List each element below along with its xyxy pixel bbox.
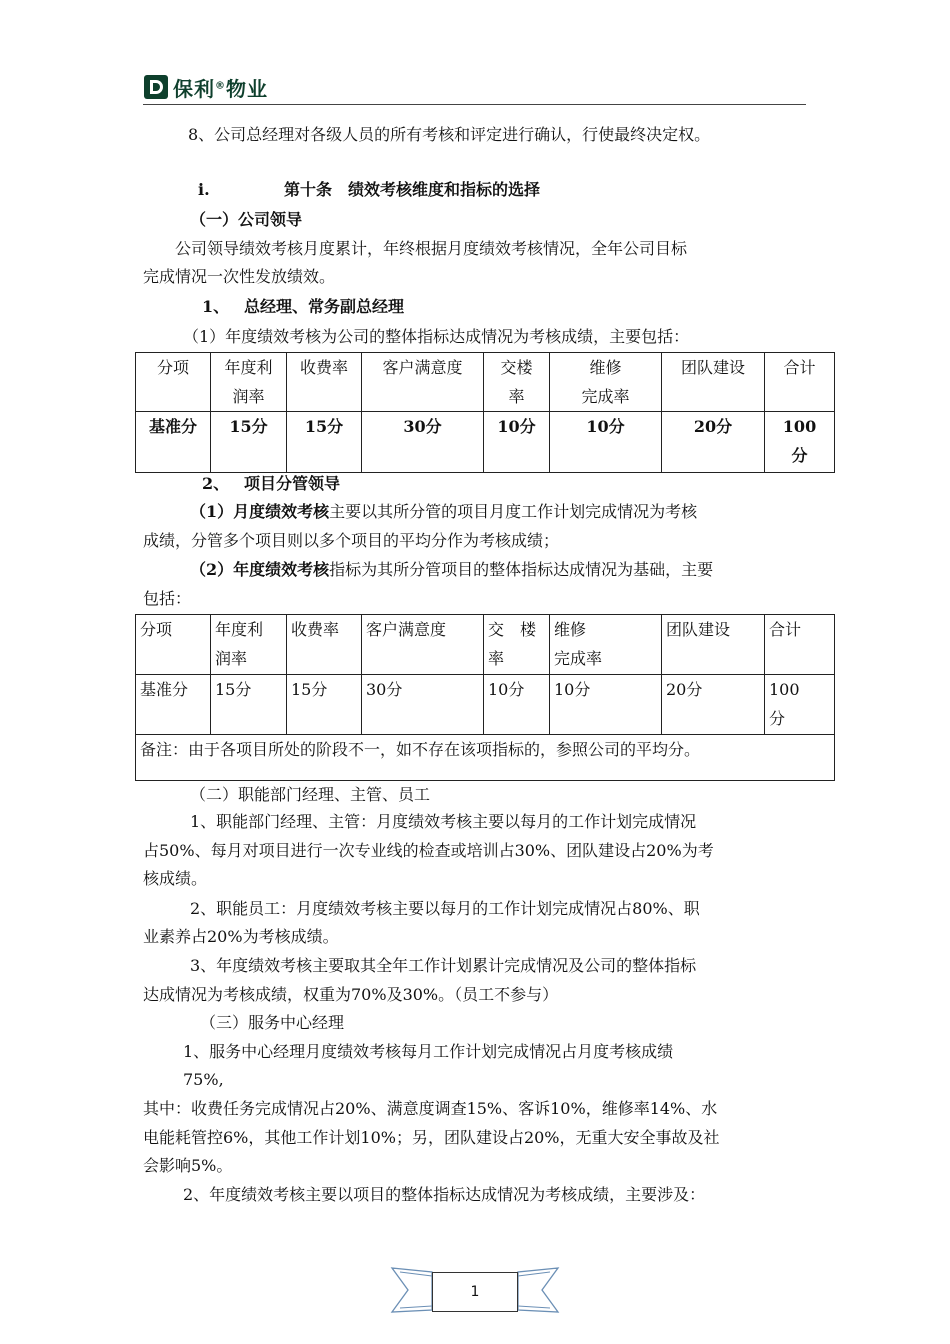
company-logo <box>143 70 268 104</box>
table-cell: 100 分 <box>765 412 835 473</box>
monthly-assessment-line-2: 成绩，分管多个项目则以多个项目的平均分作为考核成绩； <box>143 531 560 550</box>
table-cell: 年度利 润率 <box>211 615 287 675</box>
table-cell: 30分 <box>362 675 484 735</box>
table-cell: 10分 <box>484 675 550 735</box>
subsection-department: （二）职能部门经理、主管、员工 <box>190 785 431 804</box>
monthly-assessment-line-1: （1）月度绩效考核主要以其所分管的项目月度工作计划完成情况为考核 <box>190 502 698 521</box>
service-item-1-line-2: 75%, <box>183 1070 224 1089</box>
table-cell: 15分 <box>287 675 362 735</box>
score-table-project-leader <box>135 614 835 781</box>
table-cell: 收费率 <box>287 353 362 412</box>
page-footer <box>390 1262 560 1318</box>
table-row <box>136 412 835 473</box>
paragraph-8: 8、公司总经理对各级人员的所有考核和评定进行确认，行使最终决定权。 <box>188 125 711 144</box>
service-item-1-line-1: 1、服务中心经理月度绩效考核每月工作计划完成情况占月度考核成绩 <box>183 1042 674 1061</box>
dept-item-2-line-1: 2、职能员工：月度绩效考核主要以每月的工作计划完成情况占80%、职 <box>190 899 700 918</box>
table-cell: 维修 完成率 <box>550 615 662 675</box>
table-cell: 交 楼 率 <box>484 615 550 675</box>
service-item-1-line-5: 会影响5%。 <box>143 1156 233 1175</box>
table-cell: 年度利 润率 <box>211 353 287 412</box>
table-cell: 15分 <box>287 412 362 473</box>
dept-item-1-line-2: 占50%、每月对项目进行一次专业线的检查或培训占30%、团队建设占20%为考 <box>143 841 714 860</box>
table-cell: 20分 <box>662 675 765 735</box>
leaders-paragraph-line-1: 公司领导绩效考核月度累计，年终根据月度绩效考核情况，全年公司目标 <box>175 239 688 258</box>
table-note-row <box>136 735 835 781</box>
table-cell: 分项 <box>136 615 211 675</box>
table-cell: 基准分 <box>136 412 211 473</box>
table-cell: 基准分 <box>136 675 211 735</box>
heading-2-title: 项目分管领导 <box>244 474 341 493</box>
table-cell: 15分 <box>211 675 287 735</box>
heading-1-title: 总经理、常务副总经理 <box>244 297 405 316</box>
table-cell: 客户满意度 <box>362 353 484 412</box>
table-cell: 100 分 <box>765 675 835 735</box>
table-cell: 维修 完成率 <box>550 353 662 412</box>
header-rule <box>143 104 806 105</box>
section-number: i. <box>198 180 210 199</box>
page-number: 1 <box>432 1272 518 1312</box>
subsection-service-center: （三）服务中心经理 <box>200 1013 345 1032</box>
table-cell: 分项 <box>136 353 211 412</box>
table-cell: 10分 <box>484 412 550 473</box>
heading-1-description: （1）年度绩效考核为公司的整体指标达成情况为考核成绩，主要包括： <box>183 327 690 346</box>
table-cell: 团队建设 <box>662 615 765 675</box>
table-cell: 收费率 <box>287 615 362 675</box>
annual-assessment-line-1: （2）年度绩效考核指标为其所分管项目的整体指标达成情况为基础，主要 <box>190 560 714 579</box>
logo-mark-icon <box>143 74 169 100</box>
logo-text: 保利®物业 <box>173 76 268 101</box>
table-cell: 15分 <box>211 412 287 473</box>
table-row <box>136 675 835 735</box>
table-cell: 合计 <box>765 353 835 412</box>
table-cell: 20分 <box>662 412 765 473</box>
annual-assessment-line-2: 包括： <box>143 589 192 608</box>
subsection-company-leaders: （一）公司领导 <box>190 210 303 229</box>
table-cell: 团队建设 <box>662 353 765 412</box>
heading-1-number: 1、 <box>202 297 230 316</box>
table-cell: 客户满意度 <box>362 615 484 675</box>
table-note: 备注：由于各项目所处的阶段不一，如不存在该项指标的，参照公司的平均分。 <box>136 735 835 781</box>
dept-item-1-line-3: 核成绩。 <box>143 869 208 888</box>
table-row <box>136 353 835 412</box>
dept-item-3-line-2: 达成情况为考核成绩，权重为70%及30%。（员工不参与） <box>143 985 559 1004</box>
dept-item-1-line-1: 1、职能部门经理、主管：月度绩效考核主要以每月的工作计划完成情况 <box>190 812 697 831</box>
service-item-1-line-3: 其中：收费任务完成情况占20%、满意度调查15%、客诉10%，维修率14%、水 <box>143 1099 718 1118</box>
score-table-general-manager <box>135 352 835 473</box>
dept-item-2-line-2: 业素养占20%为考核成绩。 <box>143 927 339 946</box>
table-cell: 10分 <box>550 412 662 473</box>
table-cell: 合计 <box>765 615 835 675</box>
service-item-1-line-4: 电能耗管控6%，其他工作计划10%；另，团队建设占20%，无重大安全事故及社 <box>143 1128 720 1147</box>
dept-item-3-line-1: 3、年度绩效考核主要取其全年工作计划累计完成情况及公司的整体指标 <box>190 956 697 975</box>
leaders-paragraph-line-2: 完成情况一次性发放绩效。 <box>143 267 336 286</box>
section-title: 第十条 绩效考核维度和指标的选择 <box>284 180 541 199</box>
table-row <box>136 615 835 675</box>
heading-2-number: 2、 <box>202 474 230 493</box>
service-item-2-line-1: 2、年度绩效考核主要以项目的整体指标达成情况为考核成绩，主要涉及： <box>183 1185 706 1204</box>
table-cell: 10分 <box>550 675 662 735</box>
table-cell: 交楼 率 <box>484 353 550 412</box>
table-cell: 30分 <box>362 412 484 473</box>
